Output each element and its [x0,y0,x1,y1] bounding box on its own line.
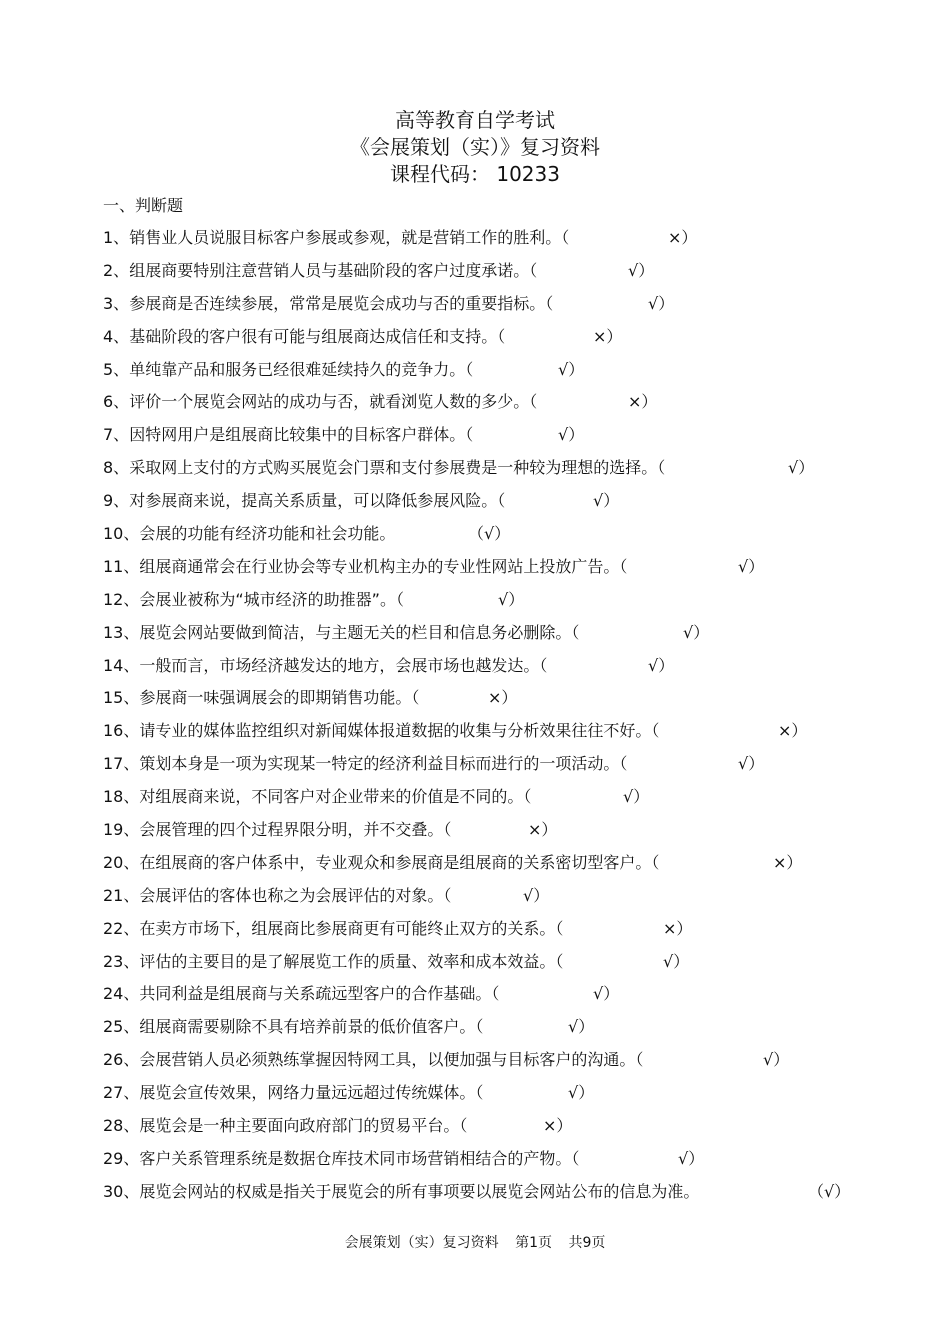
question-text: 单纯靠产品和服务已经很难延续持久的竞争力。（ [129,359,474,379]
question-answer: ×） [773,852,803,872]
question-answer: ×） [778,721,808,741]
question-number: 8、 [103,458,130,478]
question-number: 26、 [103,1050,140,1070]
question-number: 7、 [103,425,130,445]
question-item [103,621,903,654]
question-number: 29、 [103,1148,140,1168]
question-item [103,752,903,785]
question-number: 5、 [103,359,130,379]
question-answer: ×） [628,392,658,412]
question-number: 15、 [103,688,140,708]
question-number: 23、 [103,951,140,971]
question-number: 11、 [103,556,140,576]
question-text: 会展管理的四个过程界限分明，并不交叠。（ [139,820,452,840]
question-item [103,1147,903,1180]
question-text: 组展商要特别注意营销人员与基础阶段的客户过度承诺。（ [129,260,538,280]
question-answer: ×） [593,326,623,346]
question-answer: ×） [543,1116,573,1136]
question-answer: （√） [468,524,511,544]
question-text: 客户关系管理系统是数据仓库技术同市场营销相结合的产物。（ [139,1148,580,1168]
question-number: 1、 [103,228,130,247]
question-text: 组展商通常会在行业协会等专业机构主办的专业性网站上投放广告。（ [139,556,628,576]
question-answer: √） [648,655,675,675]
question-text: 评价一个展览会网站的成功与否，就看浏览人数的多少。（ [129,392,538,412]
question-item [103,917,903,950]
question-answer: √） [678,1148,705,1168]
question-number: 30、 [103,1181,140,1201]
question-text: 对参展商来说，提高关系质量，可以降低参展风险。（ [129,491,506,511]
question-number: 10、 [103,524,140,544]
question-item [103,1048,903,1081]
question-answer: √） [558,425,585,445]
question-number: 2、 [103,260,130,280]
question-answer: ×） [668,228,698,247]
question-answer: √） [593,491,620,511]
question-item [103,259,903,292]
question-item [103,226,903,259]
question-answer: √） [663,951,690,971]
question-number: 27、 [103,1083,140,1103]
question-text: 基础阶段的客户很有可能与组展商达成信任和支持。（ [129,326,506,346]
question-text: 参展商一味强调展会的即期销售功能。（ [139,688,420,708]
question-item [103,1015,903,1048]
question-answer: √） [568,1017,595,1037]
question-number: 13、 [103,622,140,642]
question-text: 评估的主要目的是了解展览工作的质量、效率和成本效益。（ [139,951,564,971]
question-text: 展览会是一种主要面向政府部门的贸易平台。（ [139,1116,468,1136]
question-text: 组展商需要剔除不具有培养前景的低价值客户。（ [139,1017,484,1037]
question-text: 策划本身是一项为实现某一特定的经济利益目标而进行的一项活动。（ [139,754,628,774]
question-answer: √） [788,458,815,478]
question-answer: √） [523,885,550,905]
question-item [103,884,903,917]
question-text: 展览会网站要做到简洁，与主题无关的栏目和信息务必删除。（ [139,622,580,642]
question-item [103,1114,903,1147]
question-item [103,851,903,884]
question-text: 会展业被称为“城市经济的助推器”。（ [139,589,404,609]
question-item [103,1180,903,1213]
question-item [103,325,903,358]
question-item [103,785,903,818]
question-text: 采取网上支付的方式购买展览会门票和支付参展费是一种较为理想的选择。（ [129,458,666,478]
question-number: 6、 [103,392,130,412]
question-answer: √） [498,589,525,609]
question-text: 展览会宣传效果，网络力量远远超过传统媒体。（ [139,1083,484,1103]
footer-page-number: 第1页 [515,1235,552,1251]
question-text: 请专业的媒体监控组织对新闻媒体报道数据的收集与分析效果往往不好。（ [139,721,660,741]
question-number: 21、 [103,885,140,905]
question-text: 对组展商来说，不同客户对企业带来的价值是不同的。（ [139,787,532,807]
question-answer: ×） [488,688,518,708]
question-item [103,588,903,621]
question-number: 17、 [103,754,140,774]
question-text: 会展营销人员必须熟练掌握因特网工具，以便加强与目标客户的沟通。（ [139,1050,644,1070]
question-list [103,226,903,1213]
question-item [103,686,903,719]
question-text: 因特网用户是组展商比较集中的目标客户群体。（ [129,425,474,445]
question-number: 14、 [103,655,140,675]
course-code: 课程代码： 10233 [390,162,560,186]
question-answer: √） [628,260,655,280]
question-answer: √） [763,1050,790,1070]
question-number: 25、 [103,1017,140,1037]
question-number: 16、 [103,721,140,741]
question-item [103,358,903,391]
question-answer: ×） [528,820,558,840]
question-item [103,982,903,1015]
question-number: 22、 [103,918,140,938]
question-item [103,423,903,456]
question-item [103,489,903,522]
question-answer: √） [568,1083,595,1103]
question-answer: ×） [663,918,693,938]
question-number: 20、 [103,852,140,872]
footer-page-total: 共9页 [568,1235,606,1251]
question-number: 12、 [103,589,140,609]
question-number: 3、 [103,293,130,313]
question-answer: √） [648,293,675,313]
question-number: 4、 [103,326,130,346]
question-answer: √） [623,787,650,807]
question-text: 参展商是否连续参展，常常是展览会成功与否的重要指标。（ [129,293,554,313]
question-text: 会展的功能有经济功能和社会功能。 [139,524,396,544]
page-footer [0,1233,950,1253]
course-title: 《会展策划（实）》复习资料 [350,135,600,159]
footer-doc-name: 会展策划（实）复习资料 [344,1235,499,1251]
question-text: 一般而言，市场经济越发达的地方，会展市场也越发达。（ [139,655,548,675]
question-answer: √） [738,556,765,576]
question-number: 19、 [103,820,140,840]
question-item [103,818,903,851]
question-item [103,555,903,588]
question-text: 在组展商的客户体系中，专业观众和参展商是组展商的关系密切型客户。（ [139,852,660,872]
question-answer: √） [738,754,765,774]
section-title: 一、判断题 [103,196,184,215]
question-item [103,719,903,752]
question-answer: （√） [808,1181,851,1201]
question-item [103,390,903,423]
question-number: 9、 [103,491,130,511]
question-text: 销售业人员说服目标客户参展或参观，就是营销工作的胜利。（ [129,228,570,247]
question-text: 共同利益是组展商与关系疏远型客户的合作基础。（ [139,984,500,1004]
question-number: 28、 [103,1116,140,1136]
question-answer: √） [558,359,585,379]
question-answer: √） [593,984,620,1004]
question-text: 会展评估的客体也称之为会展评估的对象。（ [139,885,452,905]
question-answer: √） [683,622,710,642]
question-number: 18、 [103,787,140,807]
question-item [103,950,903,983]
question-item [103,456,903,489]
question-text: 展览会网站的权威是指关于展览会的所有事项要以展览会网站公布的信息为准。 [139,1181,700,1201]
question-item [103,522,903,555]
question-item [103,1081,903,1114]
question-number: 24、 [103,984,140,1004]
exam-title: 高等教育自学考试 [395,108,555,132]
question-text: 在卖方市场下，组展商比参展商更有可能终止双方的关系。（ [139,918,564,938]
question-item [103,292,903,325]
question-item [103,654,903,687]
